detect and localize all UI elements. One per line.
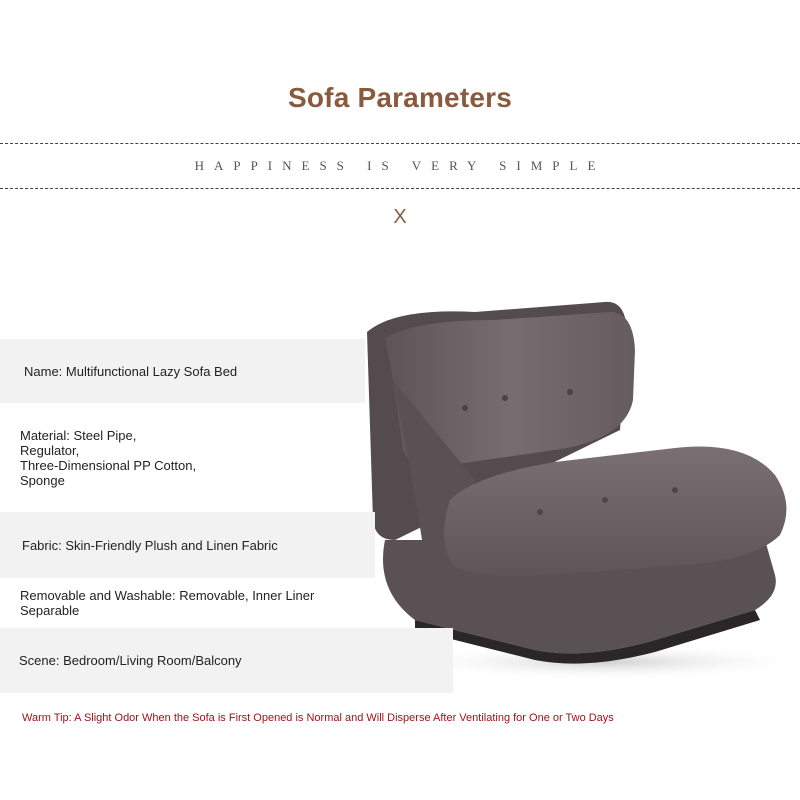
param-fabric [0,512,375,578]
page-title: Sofa Parameters [287,82,512,113]
param-material-text: Material: Steel Pipe, Regulator, Three-Dimensional PP Cotton, Sponge [20,428,197,488]
divider-bottom [0,188,800,189]
param-scene [0,628,453,693]
param-fabric-text: Fabric: Skin-Friendly Plush and Linen Fabric [22,537,278,553]
param-washable-text: Removable and Washable: Removable, Inner Liner Separable [20,588,315,618]
param-name-text: Name: Multifunctional Lazy Sofa Bed [24,363,238,379]
x-mark: X [393,206,407,228]
warm-tip: Warm Tip: A Slight Odor When the Sofa is First Opened is Normal and Will Disperse After Ventilating for One or Two Days [22,712,614,724]
param-washable [0,578,345,628]
divider-top [0,143,800,144]
param-material [0,404,250,512]
param-name [0,339,365,403]
param-scene-text: Scene: Bedroom/Living Room/Balcony [19,653,242,668]
tagline: HAPPINESS IS VERY SIMPLE [194,158,606,173]
